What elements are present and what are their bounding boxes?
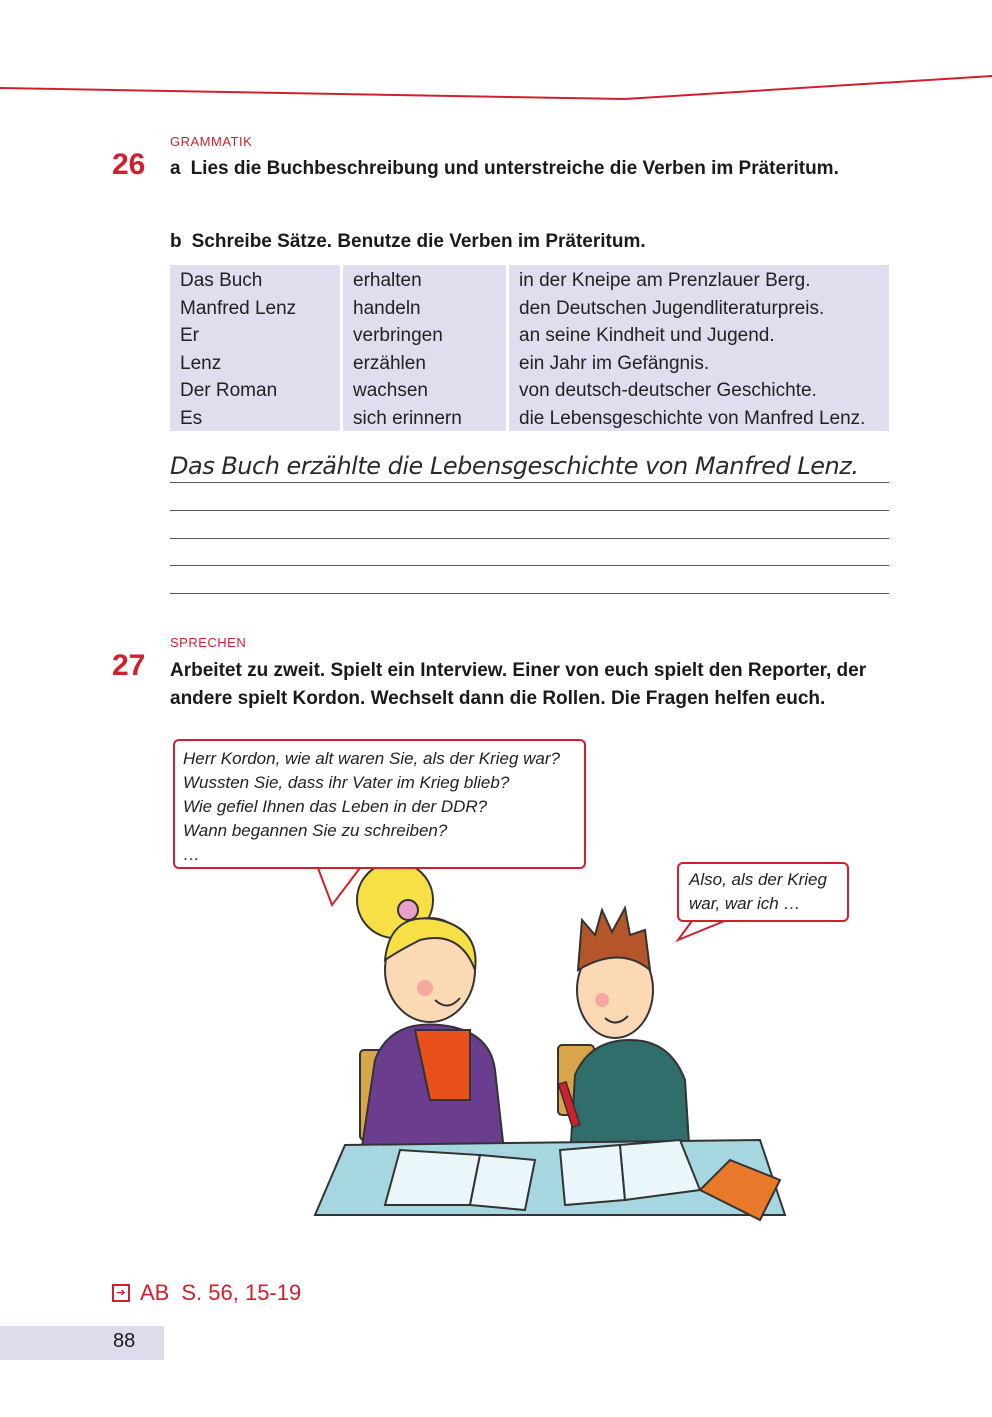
task-27-instruction-line2: andere spielt Kordon. Wechselt dann die Rollen. Die Fragen helfen euch. [170, 688, 826, 709]
subject-item: Manfred Lenz [180, 297, 297, 319]
bubble-ellipsis: … [183, 845, 200, 864]
verb-item: verbringen [353, 325, 443, 346]
subjects-column [170, 265, 343, 431]
bubble1-tail [318, 868, 360, 905]
task-26b-text: Schreibe Sätze. Benutze die Verben im Präteritum. [191, 231, 646, 252]
task-26a-instruction [170, 155, 839, 183]
object-item: die Lebensgeschichte von Manfred Lenz. [519, 407, 866, 429]
bubble-question: Wussten Sie, dass ihr Vater im Krieg blieb? [183, 773, 510, 792]
page-number-tab [0, 1326, 164, 1360]
task-26b-letter: b [170, 231, 182, 252]
object-item: ein Jahr im Gefängnis. [519, 352, 710, 374]
handwritten-example-answer: Das Buch erzählte die Lebensgeschichte von Manfred Lenz. [170, 452, 859, 480]
verb-item: erhalten [353, 270, 422, 291]
verb-item: wachsen [353, 380, 428, 401]
arrow-reference-icon: ➔ [112, 1284, 130, 1302]
object-item: den Deutschen Jugendliteraturpreis. [519, 297, 825, 319]
header-rule [0, 0, 992, 110]
workbook-reference[interactable] [112, 1280, 301, 1306]
object-item: in der Kneipe am Prenzlauer Berg. [519, 270, 811, 291]
word-table [170, 265, 889, 431]
task-26b-instruction [170, 228, 646, 256]
bubble-question: Wann begannen Sie zu schreiben? [183, 821, 448, 840]
subject-item: Lenz [180, 352, 222, 374]
subject-item: Er [180, 325, 199, 346]
ref-pages: S. 56, 15-19 [181, 1280, 302, 1305]
task-26a-letter: a [170, 158, 181, 179]
bubble-question: Herr Kordon, wie alt waren Sie, als der Krieg war? [183, 749, 560, 768]
writing-line[interactable] [170, 510, 889, 511]
task-number-27: 27 [112, 649, 146, 682]
verbs-column [343, 265, 509, 431]
subject-item: Es [180, 407, 203, 429]
ref-ab-label: AB [140, 1280, 170, 1305]
section-label-sprechen: SPRECHEN [170, 635, 247, 650]
bubble-answer-line: Also, als der Krieg [689, 870, 827, 889]
task-27-instruction-line1: Arbeitet zu zweit. Spielt ein Interview. Einer von euch spielt den Reporter, der [170, 660, 867, 681]
page-number: 88 [113, 1330, 136, 1352]
objects-column [509, 265, 889, 431]
question-speech-bubble [173, 739, 586, 869]
subject-item: Der Roman [180, 380, 278, 401]
writing-line[interactable] [170, 538, 889, 539]
verb-item: erzählen [353, 352, 426, 374]
task-number-26: 26 [112, 148, 146, 181]
task-26a-text: Lies die Buchbeschreibung und unterstreiche die Verben im Präteritum. [190, 158, 839, 179]
verb-item: sich erinnern [353, 407, 462, 429]
bubble-question: Wie gefiel Ihnen das Leben in der DDR? [183, 797, 488, 816]
subject-item: Das Buch [180, 270, 263, 291]
object-item: an seine Kindheit und Jugend. [519, 325, 775, 346]
verb-item: handeln [353, 297, 421, 319]
object-item: von deutsch-deutscher Geschichte. [519, 380, 817, 401]
writing-line[interactable] [170, 565, 889, 566]
answer-speech-bubble [677, 862, 849, 922]
bubble-answer-line: war, war ich … [689, 894, 801, 913]
writing-line[interactable] [170, 482, 889, 483]
writing-line[interactable] [170, 593, 889, 594]
section-label-grammatik: GRAMMATIK [170, 134, 253, 149]
